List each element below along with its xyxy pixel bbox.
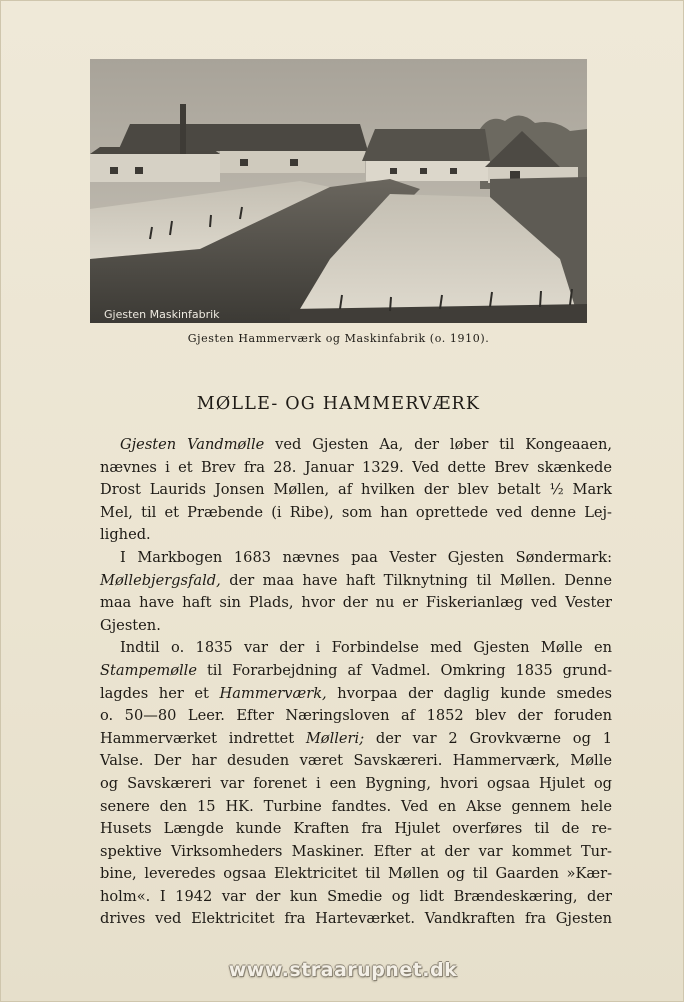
- text-line: [100, 908, 612, 931]
- italic-term: Hammerværk,: [219, 684, 327, 702]
- italic-term: Stampemølle: [100, 661, 197, 679]
- text-run: maa have haft sin Plads, hvor der nu er Fiskerianlæg ved Vester: [100, 594, 612, 612]
- text-line: [100, 818, 612, 841]
- text-run: Valse. Der har desuden været Savskæreri. Hammerværk, Mølle: [100, 752, 612, 770]
- text-line: [100, 615, 612, 638]
- text-run: spektive Virksomheders Maskiner. Efter at der var kommet Tur-: [100, 842, 612, 860]
- text-run: lighed.: [100, 526, 151, 544]
- photo-caption: Gjesten Hammerværk og Maskinfabrik (o. 1910).: [187, 332, 490, 345]
- text-run: o. 50—80 Leer. Efter Næringsloven af 1852 blev der foruden: [100, 707, 612, 725]
- text-run: drives ved Elektricitet fra Harteværket. Vandkraften fra Gjesten: [100, 910, 612, 928]
- body-text: [100, 434, 612, 931]
- text-line: [100, 841, 612, 864]
- text-run: Husets Længde kunde Kraften fra Hjulet overføres til de re-: [100, 820, 612, 838]
- text-line: [100, 683, 612, 706]
- text-line: [100, 796, 612, 819]
- text-run: og Savskæreri var forenet i een Bygning, hvori ogsaa Hjulet og: [100, 774, 612, 792]
- text-line: [100, 660, 612, 683]
- italic-term: Mølleri;: [305, 729, 365, 747]
- paragraph: [100, 434, 612, 547]
- text-run: der maa have haft Tilknytning til Møllen. Denne: [220, 571, 612, 589]
- text-line: [100, 524, 612, 547]
- text-run: nævnes i et Brev fra 28. Januar 1329. Ved dette Brev skænkede: [100, 458, 612, 476]
- text-run: I Markbogen 1683 nævnes paa Vester Gjesten Søndermark:: [120, 548, 612, 566]
- text-line: [100, 457, 612, 480]
- text-run: Gjesten.: [100, 616, 161, 634]
- paragraph: [100, 547, 612, 637]
- text-run: Hammerværket indrettet: [100, 729, 306, 747]
- text-line: [100, 637, 612, 660]
- text-line: [100, 570, 612, 593]
- text-line: [100, 705, 612, 728]
- text-line: [100, 547, 612, 570]
- photo-illustration: [90, 59, 587, 323]
- text-run: til Forarbejdning af Vadmel. Omkring 1835 grund-: [196, 661, 612, 679]
- text-line: [100, 592, 612, 615]
- section-heading: MØLLE- OG HAMMERVÆRK: [196, 394, 481, 414]
- text-run: Mel, til et Præbende (i Ribe), som han oprettede ved denne Lej-: [100, 503, 612, 521]
- text-line: [100, 479, 612, 502]
- text-line: [100, 886, 612, 909]
- text-run: lagdes her et: [100, 684, 220, 702]
- text-run: der var 2 Grovkværne og 1: [364, 729, 612, 747]
- text-line: [100, 863, 612, 886]
- text-line: [100, 750, 612, 773]
- text-run: Indtil o. 1835 var der i Forbindelse med Gjesten Mølle en: [120, 639, 612, 657]
- text-run: ved Gjesten Aa, der løber til Kongeaaen,: [264, 436, 612, 453]
- historical-photo: [90, 59, 587, 323]
- text-line: [100, 434, 612, 457]
- text-run: holm«. I 1942 var der kun Smedie og lidt Brændeskæring, der: [100, 887, 612, 905]
- paragraph: [100, 637, 612, 931]
- italic-term: Gjesten Vandmølle: [120, 436, 265, 453]
- text-run: senere den 15 HK. Turbine fandtes. Ved en Akse gennem hele: [100, 797, 612, 815]
- text-line: [100, 502, 612, 525]
- photo-overlay-text: Gjesten Maskinfabrik: [104, 308, 220, 321]
- text-run: bine, leveredes ogsaa Elektricitet til Møllen og til Gaarden »Kær-: [100, 865, 612, 883]
- text-run: hvorpaa der daglig kunde smedes: [326, 684, 612, 702]
- text-line: [100, 728, 612, 751]
- text-line: [100, 773, 612, 796]
- watermark: www.straarupnet.dk: [228, 959, 458, 981]
- text-run: Drost Laurids Jonsen Møllen, af hvilken der blev betalt ½ Mark: [100, 481, 612, 499]
- italic-term: Møllebjergsfald,: [100, 571, 221, 589]
